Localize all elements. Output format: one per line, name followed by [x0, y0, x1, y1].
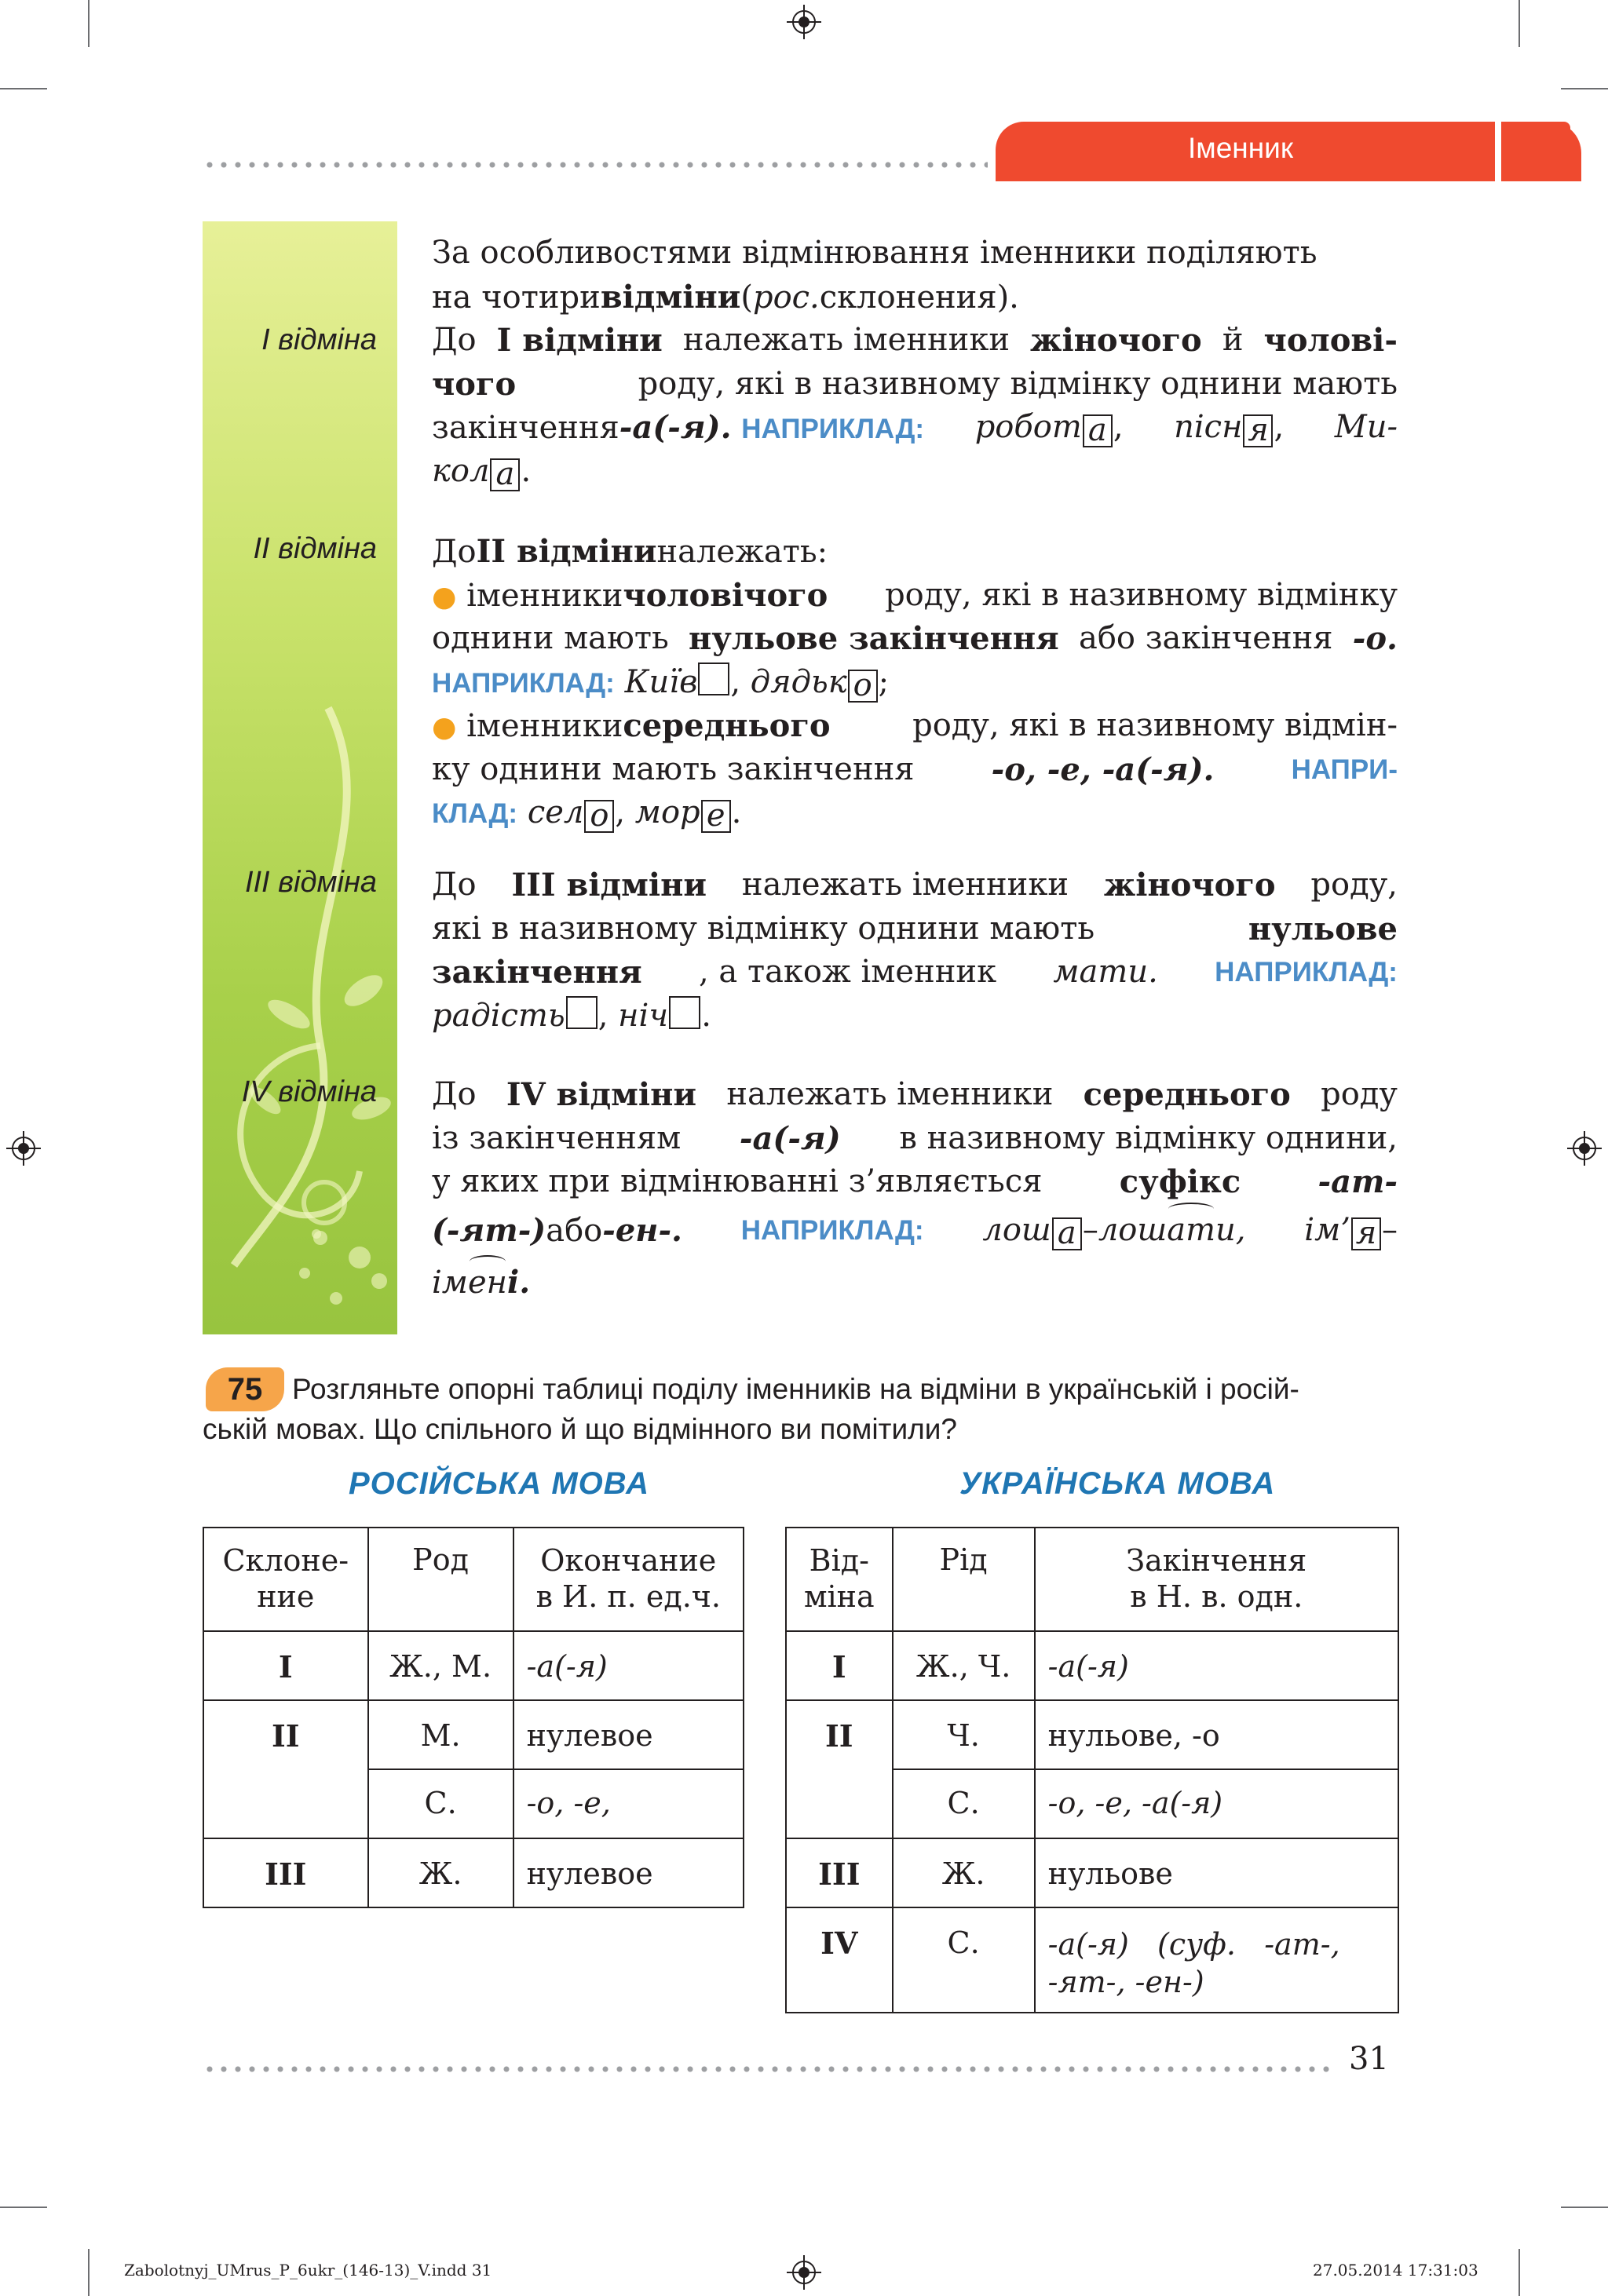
exercise-number-badge: 75	[206, 1367, 284, 1411]
table-cell: С.	[368, 1769, 513, 1838]
table-header-cell: Окончание в И. п. ед.ч.	[513, 1528, 744, 1631]
sidebar-decoration	[203, 221, 397, 1334]
example-label: НАПРИКЛАД:	[432, 667, 615, 699]
table-row	[786, 1700, 1398, 1769]
table-cell: С.	[893, 1769, 1035, 1838]
ending-box: я	[1351, 1217, 1381, 1250]
table-row	[203, 1700, 744, 1769]
table-header-cell: Род	[368, 1528, 513, 1631]
example-label: НАПРИКЛАД:	[740, 1214, 924, 1246]
example-label: НАПРИКЛАД:	[1215, 957, 1398, 987]
exercise-text-line-2: ській мовах. Що спільного й що відмінного ви помітили?	[203, 1413, 958, 1445]
table-cell: нульове, -о	[1035, 1700, 1398, 1769]
table-row	[786, 1907, 1398, 2013]
exercise-text	[203, 1369, 1401, 1449]
table-title-russian: РОСІЙСЬКА МОВА	[349, 1466, 650, 1501]
table-row	[786, 1631, 1398, 1700]
table-cell: І	[786, 1631, 893, 1700]
table-russian	[203, 1527, 744, 1908]
table-cell: Ж.	[893, 1838, 1035, 1907]
table-header-cell: Склоне- ние	[203, 1528, 368, 1631]
ending-box	[669, 996, 700, 1029]
sidebar-label-decl-4: ІV відміна	[241, 1075, 377, 1108]
print-file-name: Zabolotnyj_UMrus_P_6ukr_(146-13)_V.indd 31	[124, 2261, 492, 2280]
table-row	[203, 1631, 744, 1700]
trim-mark	[0, 2207, 47, 2208]
table-cell: -а(-я)	[1035, 1631, 1398, 1700]
page-number: 31	[1349, 2041, 1389, 2077]
trim-mark	[0, 88, 47, 89]
table-cell: -а(-я)	[513, 1631, 744, 1700]
floral-swirl-icon	[203, 221, 397, 1334]
table-header-cell: Закінчення в Н. в. одн.	[1035, 1528, 1398, 1631]
table-cell: І	[203, 1631, 368, 1700]
example-label: НАПРИ-	[1291, 754, 1398, 785]
ending-box: о	[584, 800, 614, 833]
bullet-icon: ●	[432, 711, 457, 743]
trim-mark	[88, 0, 90, 47]
table-cell: нульове	[1035, 1838, 1398, 1907]
table-cell: ІІІ	[786, 1838, 893, 1907]
trim-mark	[1561, 88, 1608, 89]
table-title-ukrainian: УКРАЇНСЬКА МОВА	[959, 1466, 1276, 1501]
ending-box: а	[490, 458, 520, 491]
ending-box: я	[1243, 414, 1273, 447]
table-cell: нулевое	[513, 1700, 744, 1769]
table-cell: ІІІ	[203, 1838, 368, 1907]
example-label: НАПРИКЛАД:	[741, 414, 925, 444]
section-tab-label: Іменник	[1187, 132, 1294, 164]
registration-mark-icon	[6, 1131, 41, 1166]
ending-box: е	[701, 800, 731, 833]
text-line: За особливостями відмінювання іменники поділяють	[432, 235, 1317, 271]
table-row	[203, 1838, 744, 1907]
registration-mark-icon	[1567, 1131, 1602, 1166]
table-cell: -о, -е, -а(-я)	[1035, 1769, 1398, 1838]
table-cell: С.	[893, 1907, 1035, 2013]
registration-mark-icon	[787, 2255, 821, 2290]
table-cell: Ч.	[893, 1700, 1035, 1769]
table-cell: М.	[368, 1700, 513, 1769]
sidebar-label-decl-2: ІІ відміна	[253, 532, 377, 565]
trim-mark	[88, 2249, 90, 2296]
example-label: КЛАД:	[432, 798, 518, 829]
exercise-text-line-1: Розгляньте опорні таблиці поділу іменників на відміни в українській і росій-	[292, 1373, 1299, 1405]
registration-mark-icon	[787, 5, 821, 39]
ending-box	[566, 996, 598, 1029]
trim-mark	[1518, 0, 1520, 47]
rule-decl-3: До ІІІ відміни належать іменники жіночого роду, які в називному відмінку однини мають нульове закінчення , а також іменник мати. НАПРИКЛАД: радість , ніч .	[432, 867, 1398, 1034]
trim-mark	[1518, 2249, 1520, 2296]
trim-mark	[1561, 2207, 1608, 2208]
text-line: на чотиривідміни(рос.склонения).	[432, 278, 1019, 316]
table-cell: нулевое	[513, 1838, 744, 1907]
table-cell: ІV	[786, 1907, 893, 2013]
ending-box: о	[848, 670, 878, 703]
rule-decl-4: До ІV відміни належать іменники середнього роду із закінченням -а(-я) в називному відмінку однини, у яких при відмінюванні з’являється суфікс -ат- (-ят-)або-ен-. НАПРИКЛАД: лош а–лошати, ім’ я– імені.	[432, 1073, 1398, 1304]
header-dotted-rule	[203, 162, 988, 168]
section-tab-end	[1495, 122, 1581, 181]
table-header-cell: Від- міна	[786, 1528, 893, 1631]
ending-box: а	[1083, 414, 1113, 447]
rule-intro: За особливостями відмінювання іменники поділяють на чотиривідміни(рос.склонения). До І відміни належать іменники жіночого й чолові- чого роду, які в називному відмінку однини мають закінчення-а(-я). НАПРИКЛАД: робот а , пісн я , Ми- кол а .	[432, 232, 1398, 493]
sidebar-label-decl-1: І відміна	[261, 323, 377, 356]
bullet-icon: ●	[432, 580, 457, 613]
suffix-arc: ен	[468, 1261, 507, 1305]
table-cell: Ж., Ч.	[893, 1631, 1035, 1700]
table-cell: -а(-я) (суф. -ат-, -ят-, -ен-)	[1035, 1907, 1398, 2013]
rule-decl-2: ДоІІ відміниналежать: ● іменникичоловічого роду, які в називному відмінку однини мають нульове закінчення або закінчення -о. НАПРИКЛАД: Київ , дядьк о ; ● іменникисереднього роду, які в називному відмін- ку однини мають закінчення -о, -е, -а(-я). НАПРИ- КЛАД: сел о , мор е .	[432, 530, 1398, 835]
sidebar-label-decl-3: ІІІ відміна	[244, 866, 377, 899]
ending-box	[698, 663, 729, 695]
suffix-arc: ат	[1167, 1209, 1215, 1253]
table-cell: ІІ	[786, 1700, 893, 1838]
table-cell: -о, -е,	[513, 1769, 744, 1838]
table-cell: Ж.	[368, 1838, 513, 1907]
table-cell: ІІ	[203, 1700, 368, 1838]
table-row	[786, 1838, 1398, 1907]
footer-dotted-rule	[203, 2066, 1333, 2072]
table-ukrainian	[785, 1527, 1399, 2013]
print-timestamp: 27.05.2014 17:31:03	[1313, 2261, 1478, 2280]
table-header-cell: Рід	[893, 1528, 1035, 1631]
table-cell: Ж., М.	[368, 1631, 513, 1700]
ending-box: а	[1052, 1217, 1082, 1250]
